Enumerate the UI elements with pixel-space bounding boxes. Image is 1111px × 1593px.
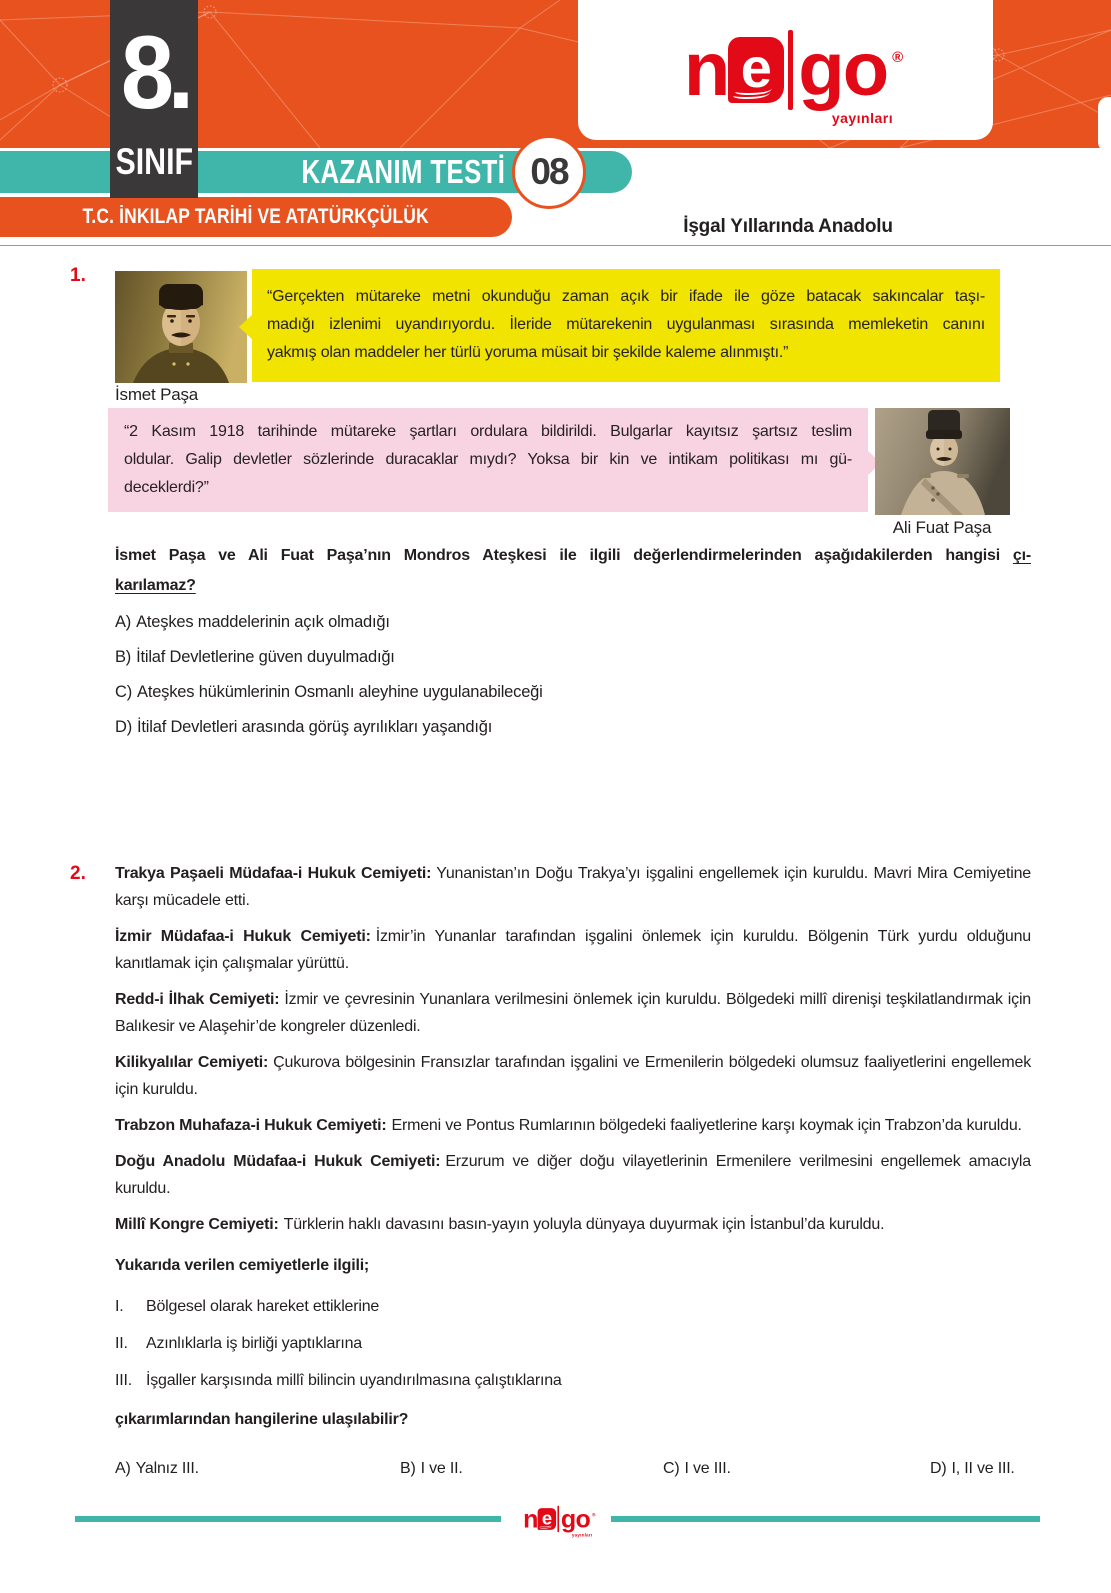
nego-logo-n: n (683, 27, 728, 112)
publisher-logo-card (578, 0, 993, 140)
option-a: A) Ateşkes maddelerinin açık olmadığı (115, 613, 390, 631)
nego-tagline: yayınları (831, 110, 894, 126)
footer-logo (512, 1471, 602, 1567)
underlined-word-part: çı- (1012, 547, 1031, 564)
society-paragraph: Trakya Paşaeli Müdafaa-i Hukuk Cemiyeti: Yunanistan’ın Doğu Trakya’yı işgalini engellemek için kuruldu. Mavri Mira Cemiyetine karşı mücadele etti. (115, 865, 1031, 909)
footer-rule-right (611, 1516, 1040, 1522)
book-icon (728, 37, 784, 103)
alifuat-pasa-photo (875, 408, 1010, 515)
society-paragraph: Redd-i İlhak Cemiyeti: İzmir ve çevresinin Yunanlara verilmesini önlemek için kuruldu. Bölgedeki millî direnişi teşkilatlandırmak için Balıkesir ve Alaşehir’de kongreler düzenledi. (115, 991, 1032, 1035)
test-title: KAZANIM TESTİ (301, 153, 505, 190)
grade-box (110, 0, 198, 198)
nego-logo-small: n e go ® yayınları (523, 1504, 596, 1538)
book-icon: e (538, 1508, 556, 1530)
speech-tail-left (239, 314, 253, 340)
alifuat-quote-bubble (108, 408, 868, 512)
question-2-number: 2. (70, 863, 86, 884)
registered-mark: ® (892, 49, 904, 66)
underlined-word-part: karılamaz? (115, 577, 196, 594)
roman-item-3: III. İşgaller karşısında millî bilincin uyandırılmasına çalıştıklarına (115, 1372, 562, 1389)
question-1-options (115, 612, 543, 752)
ismet-quote-bubble (252, 269, 1000, 382)
question-2-body (115, 860, 1031, 1479)
society-paragraph: Trabzon Muhafaza-i Hukuk Cemiyeti: Ermeni ve Pontus Rumlarının bölgedeki faaliyetlerine karşı koymak için Trabzon’da kuruldu. (115, 1117, 1022, 1134)
quote-line: deceklerdi?” (124, 479, 209, 496)
option-c: C) Ateşkes hükümlerinin Osmanlı aleyhine uygulanabileceği (115, 683, 543, 701)
stem-line-2 (115, 571, 1031, 601)
option-b: B) İtilaf Devletlerine güven duyulmadığı (115, 648, 395, 666)
society-paragraph: Doğu Anadolu Müdafaa-i Hukuk Cemiyeti: Erzurum ve diğer doğu vilayetlerinin Ermenilere verilmesini engellemek amacıyla kuruldu. (115, 1153, 1031, 1197)
option-b: B) I ve II. (400, 1460, 463, 1477)
registered-mark: ® (592, 1512, 596, 1518)
quote-line: oldular. Galip devletler sözlerinde duracaklar mıydı? Yoksa bir kin ve intikam politikası mı gü- (124, 451, 852, 468)
stem-line-1: İsmet Paşa ve Ali Fuat Paşa’nın Mondros Ateşkesi ile ilgili değerlendirmelerinden aşağıdakilerden hangisi çı- (115, 547, 1031, 564)
topic-title: İşgal Yıllarında Anadolu (683, 216, 893, 237)
alifuat-pasa-caption: Ali Fuat Paşa (892, 518, 992, 537)
quote-line: yakmış olan maddeler her türlü yoruma müsait bir şekilde kaleme alınmıştı.” (267, 344, 789, 361)
question-2-intro: Yukarıda verilen cemiyetlerle ilgili; (115, 1257, 370, 1274)
option-d: D) İtilaf Devletleri arasında görüş ayrılıkları yaşandığı (115, 718, 493, 736)
grade-label: SINIF (115, 141, 193, 182)
ismet-pasa-caption: İsmet Paşa (115, 385, 199, 404)
society-paragraph: İzmir Müdafaa-i Hukuk Cemiyeti: İzmir’in Yunanlar tarafından işgalini önlemek için kuruldu. Bölgenin Türk yurdu olduğunu kanıtlamak için çalışmalar yürüttü. (115, 928, 1031, 972)
nego-logo (683, 22, 904, 126)
option-c: C) I ve III. (663, 1460, 731, 1477)
footer-rule-left (75, 1516, 501, 1522)
book-spine-bar (788, 30, 793, 110)
test-number-badge: 08 (512, 135, 586, 209)
question-1-number: 1. (70, 265, 86, 286)
subject-title: T.C. İNKILAP TARİHİ VE ATATÜRKÇÜLÜK (82, 205, 430, 228)
nego-logo-go: go ® (798, 35, 887, 105)
right-edge-tab (1098, 97, 1111, 152)
roman-item-2: II. Azınlıklarla iş birliği yaptıklarına (115, 1335, 362, 1352)
grade-number: 8. (120, 15, 188, 131)
header-divider (0, 245, 1111, 246)
question-2-closing: çıkarımlarından hangilerine ulaşılabilir? (115, 1411, 409, 1428)
subject-banner (0, 197, 512, 237)
option-d: D) I, II ve III. (930, 1460, 1015, 1477)
society-paragraph: Millî Kongre Cemiyeti: Türklerin haklı davasını basın-yayın yoluyla dünyaya duyurmak için İstanbul’da kuruldu. (115, 1216, 885, 1233)
nego-logo-e: e (740, 36, 772, 99)
quote-line: “2 Kasım 1918 tarihinde mütareke şartları ordulara bildirildi. Bulgarlar kayıtsız şartsız teslim (124, 423, 852, 440)
book-spine-bar (558, 1506, 560, 1532)
roman-item-1: I. Bölgesel olarak hareket ettiklerine (115, 1298, 380, 1315)
ismet-pasa-photo (115, 271, 247, 383)
question-1-stem (115, 541, 1031, 601)
quote-line: “Gerçekten mütareke metni okunduğu zaman açık bir ifade ile göze batacak sakıncalar taşı- (267, 288, 985, 305)
society-paragraph: Kilikyalılar Cemiyeti: Çukurova bölgesinin Fransızlar tarafından işgalini ve Ermenilerin bölgedeki olumsuz faaliyetlerini engellemek için kuruldu. (115, 1054, 1031, 1098)
quote-line: madığı izlenimi uyandırıyordu. İleride mütarekenin uygulanması sırasında memleketin canını (267, 316, 985, 333)
option-a: A) Yalnız III. (115, 1460, 199, 1477)
nego-tagline: yayınları (572, 1532, 593, 1538)
